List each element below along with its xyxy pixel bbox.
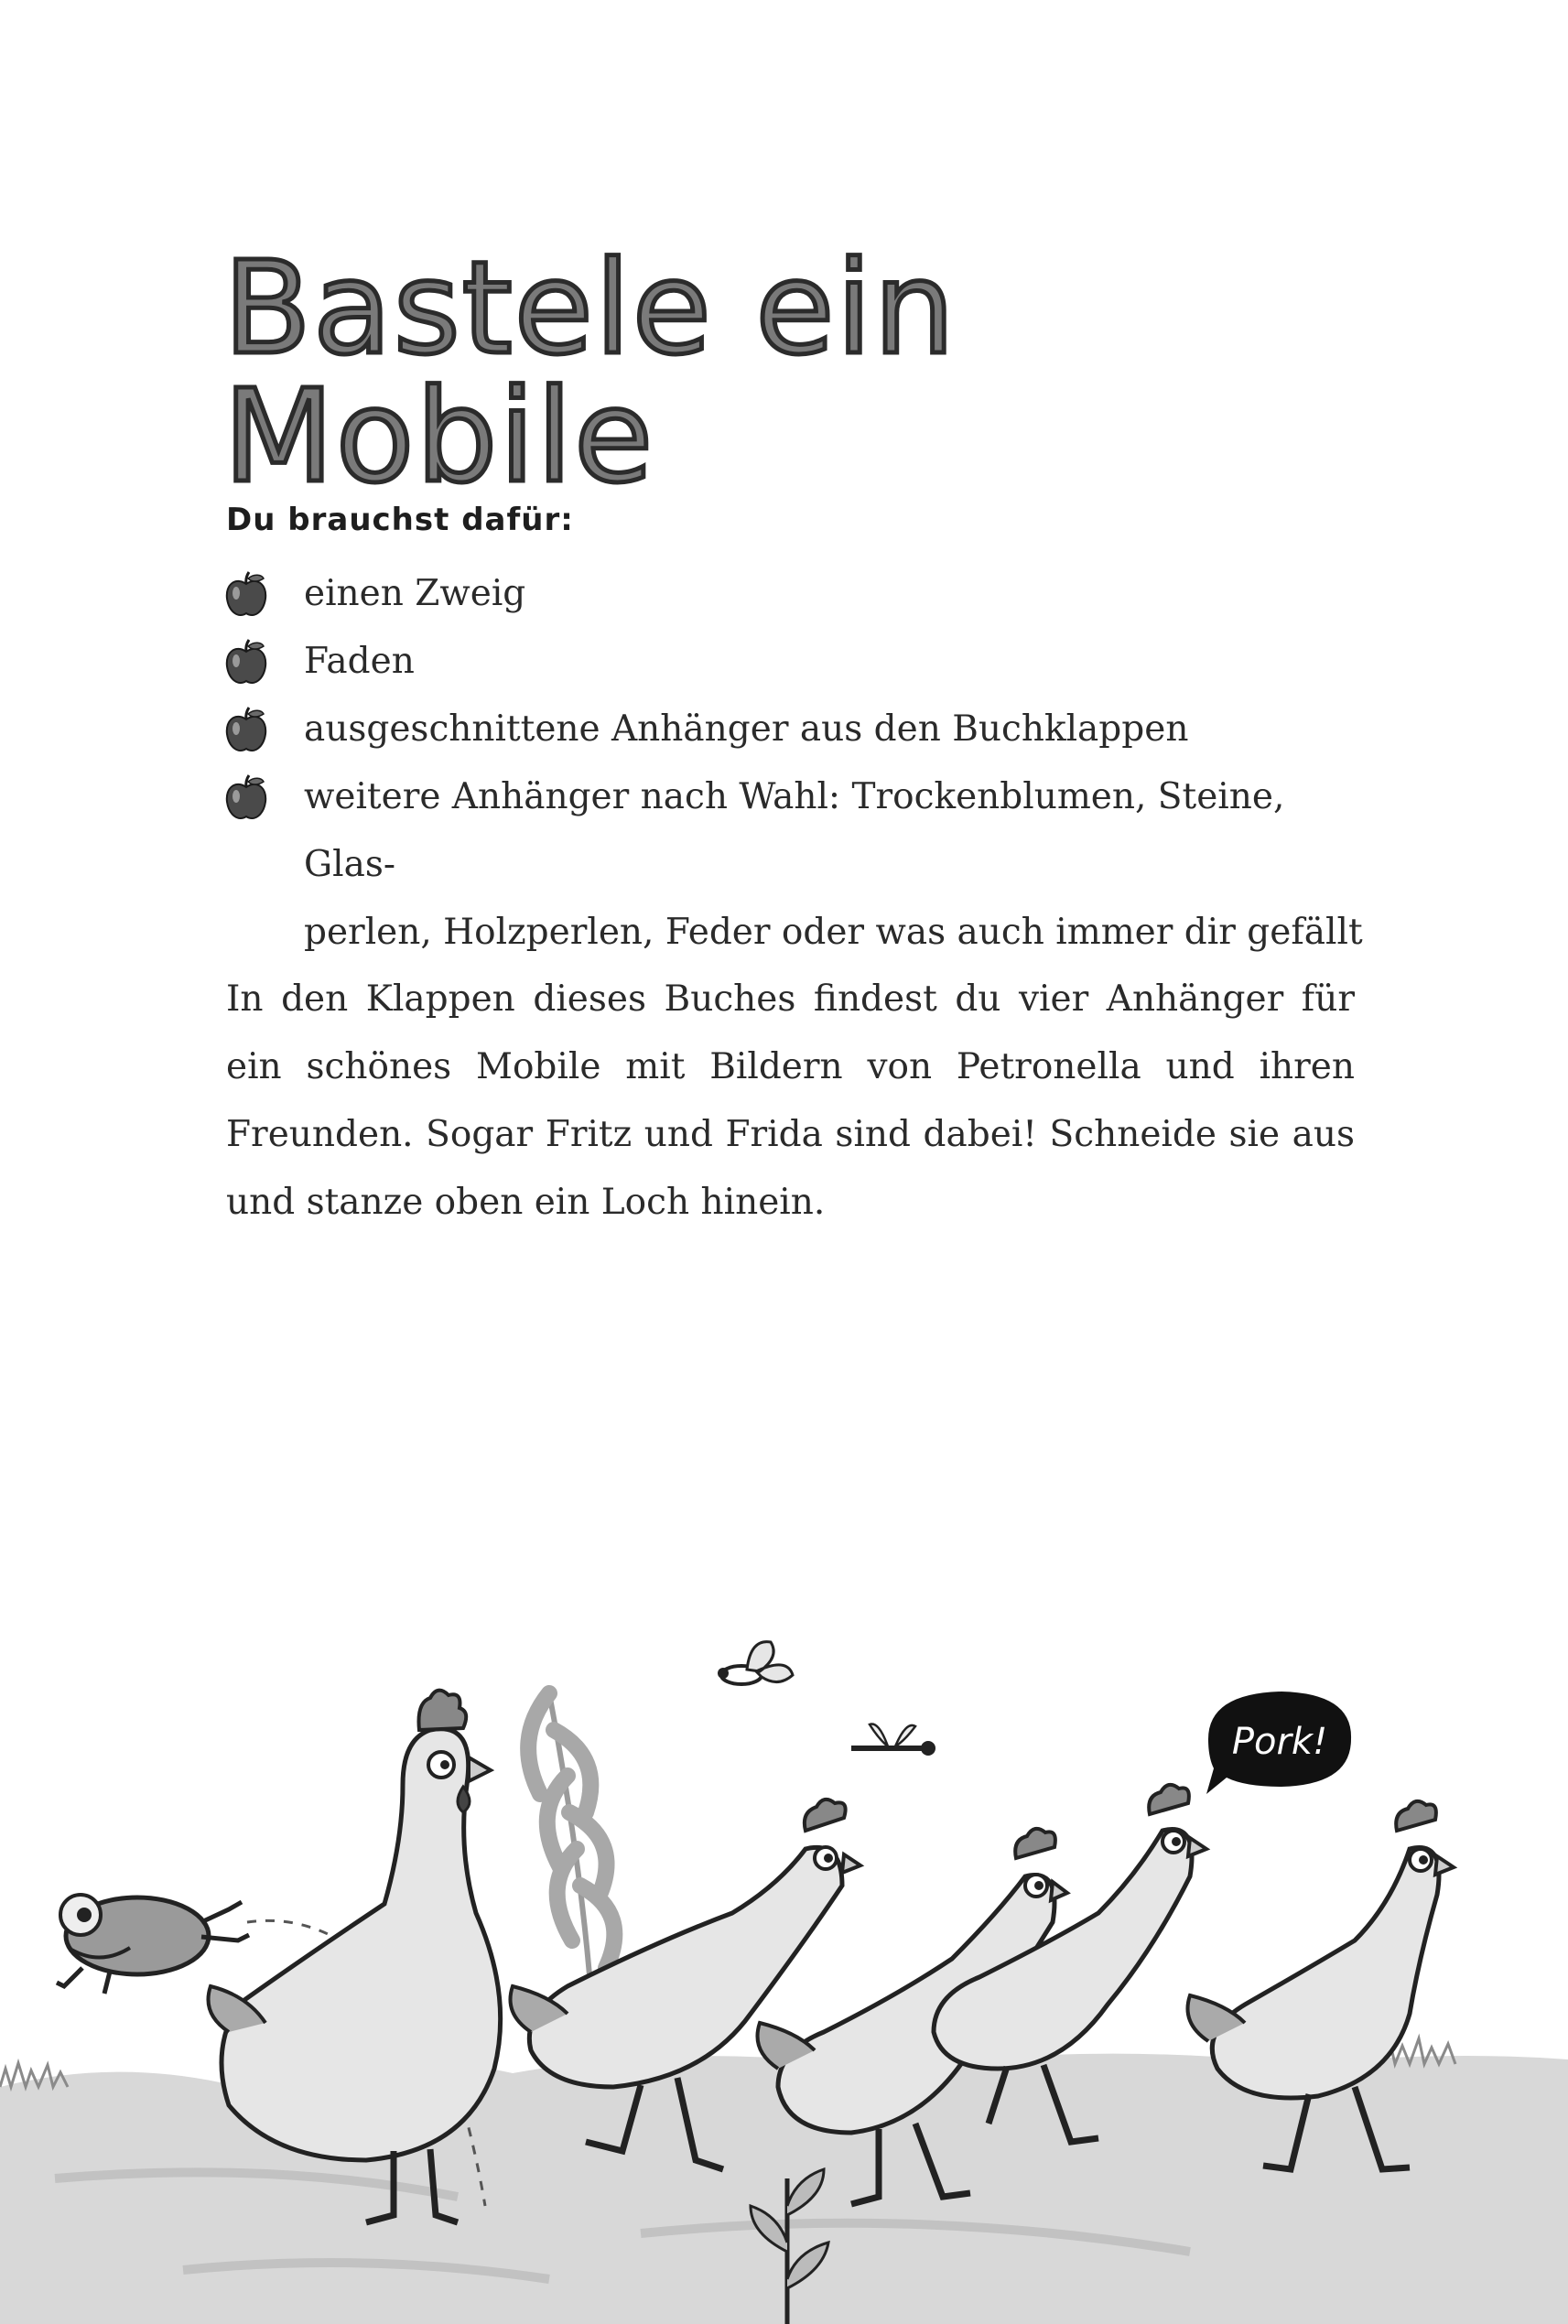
apple-icon — [223, 707, 269, 754]
apple-icon — [223, 774, 269, 822]
speech-bubble-text: Pork! — [1231, 1721, 1328, 1763]
dragonfly-icon — [851, 1724, 935, 1757]
list-item: einen Zweig — [223, 560, 1363, 628]
frog-icon — [57, 1895, 249, 1994]
materials-list — [223, 560, 1363, 967]
list-item: weitere Anhänger nach Wahl: Trockenblumen, Steine, Glas- perlen, Holzperlen, Feder oder was auch immer dir gefällt — [223, 763, 1363, 967]
page-title: Bastele ein Mobile — [223, 234, 957, 512]
list-item: ausgeschnittene Anhänger aus den Buchklappen — [223, 696, 1363, 763]
materials-heading: Du brauchst dafür: — [226, 502, 574, 538]
chickens-illustration — [0, 1611, 1568, 2324]
butterfly-icon — [718, 1642, 793, 1684]
instructions-paragraph: In den Klappen dieses Buches findest du vier Anhänger für ein schönes Mobile mit Bildern von Petronella und ihren Freunden. Sogar Fritz und Frida sind dabei! Schneide sie aus und stanze oben ein Loch hinein. — [226, 978, 1355, 1223]
apple-icon — [223, 639, 269, 686]
list-item: Faden — [223, 628, 1363, 696]
speech-bubble — [1206, 1692, 1351, 1794]
apple-icon — [223, 571, 269, 619]
